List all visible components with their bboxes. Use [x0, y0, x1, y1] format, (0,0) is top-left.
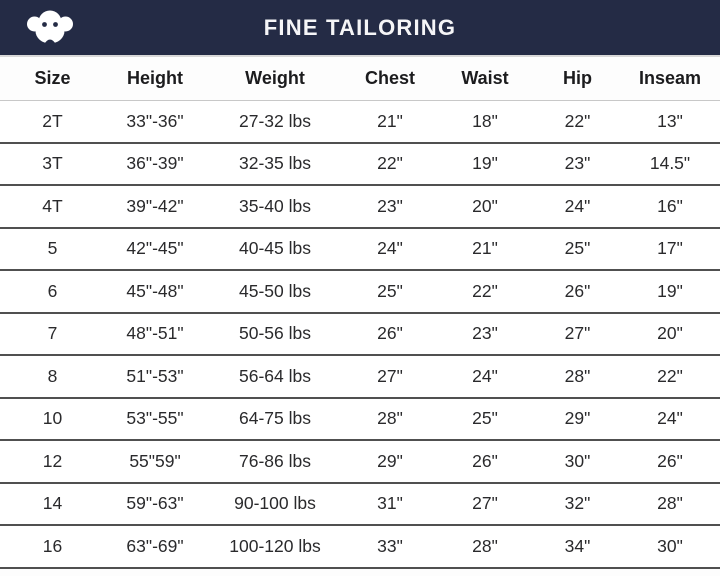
cell-inseam: 16" — [620, 185, 720, 228]
column-header: Hip — [535, 57, 620, 101]
size-chart-table — [0, 57, 720, 569]
cell-inseam: 22" — [620, 355, 720, 398]
table-row — [0, 355, 720, 398]
table-row — [0, 525, 720, 568]
cell-chest: 27" — [345, 355, 435, 398]
cell-height: 36"-39" — [105, 143, 205, 186]
cell-waist: 19" — [435, 143, 535, 186]
cell-height: 51"-53" — [105, 355, 205, 398]
cell-inseam: 19" — [620, 270, 720, 313]
cell-size: 4T — [0, 185, 105, 228]
cell-weight: 90-100 lbs — [205, 483, 345, 526]
cell-weight: 40-45 lbs — [205, 228, 345, 271]
cell-waist: 18" — [435, 101, 535, 143]
table-row — [0, 483, 720, 526]
header-banner — [0, 0, 720, 57]
cell-inseam: 30" — [620, 525, 720, 568]
cell-weight: 32-35 lbs — [205, 143, 345, 186]
cell-size: 8 — [0, 355, 105, 398]
table-row — [0, 143, 720, 186]
cell-waist: 26" — [435, 440, 535, 483]
cell-waist: 20" — [435, 185, 535, 228]
cell-inseam: 26" — [620, 440, 720, 483]
cell-hip: 24" — [535, 185, 620, 228]
cell-waist: 28" — [435, 525, 535, 568]
table-row — [0, 228, 720, 271]
cell-inseam: 28" — [620, 483, 720, 526]
cell-size: 6 — [0, 270, 105, 313]
column-header: Chest — [345, 57, 435, 101]
cell-height: 33"-36" — [105, 101, 205, 143]
cell-weight: 35-40 lbs — [205, 185, 345, 228]
cell-inseam: 17" — [620, 228, 720, 271]
cell-weight: 27-32 lbs — [205, 101, 345, 143]
cell-chest: 31" — [345, 483, 435, 526]
cell-height: 45"-48" — [105, 270, 205, 313]
cell-chest: 25" — [345, 270, 435, 313]
cell-hip: 26" — [535, 270, 620, 313]
table-header-row — [0, 57, 720, 101]
cell-chest: 26" — [345, 313, 435, 356]
cell-height: 59"-63" — [105, 483, 205, 526]
table-row — [0, 270, 720, 313]
table-row — [0, 101, 720, 143]
table-body — [0, 101, 720, 568]
cell-weight: 76-86 lbs — [205, 440, 345, 483]
cell-hip: 27" — [535, 313, 620, 356]
cell-inseam: 24" — [620, 398, 720, 441]
cell-waist: 25" — [435, 398, 535, 441]
cell-chest: 22" — [345, 143, 435, 186]
cell-waist: 23" — [435, 313, 535, 356]
column-header: Inseam — [620, 57, 720, 101]
cell-height: 48"-51" — [105, 313, 205, 356]
cell-waist: 27" — [435, 483, 535, 526]
cell-waist: 24" — [435, 355, 535, 398]
column-header: Weight — [205, 57, 345, 101]
cell-hip: 30" — [535, 440, 620, 483]
table-row — [0, 313, 720, 356]
cell-chest: 29" — [345, 440, 435, 483]
cell-weight: 56-64 lbs — [205, 355, 345, 398]
cell-height: 63"-69" — [105, 525, 205, 568]
column-header: Waist — [435, 57, 535, 101]
cell-chest: 21" — [345, 101, 435, 143]
cell-size: 5 — [0, 228, 105, 271]
cell-chest: 28" — [345, 398, 435, 441]
cell-height: 55"59" — [105, 440, 205, 483]
cell-size: 10 — [0, 398, 105, 441]
cell-hip: 22" — [535, 101, 620, 143]
table-row — [0, 440, 720, 483]
cell-height: 42"-45" — [105, 228, 205, 271]
cell-height: 39"-42" — [105, 185, 205, 228]
cell-hip: 23" — [535, 143, 620, 186]
cell-hip: 28" — [535, 355, 620, 398]
cell-waist: 21" — [435, 228, 535, 271]
cell-hip: 32" — [535, 483, 620, 526]
cell-weight: 50-56 lbs — [205, 313, 345, 356]
cell-weight: 45-50 lbs — [205, 270, 345, 313]
cell-waist: 22" — [435, 270, 535, 313]
table-row — [0, 185, 720, 228]
cell-size: 3T — [0, 143, 105, 186]
cell-weight: 64-75 lbs — [205, 398, 345, 441]
cell-chest: 33" — [345, 525, 435, 568]
table-row — [0, 398, 720, 441]
cell-inseam: 14.5" — [620, 143, 720, 186]
cell-weight: 100-120 lbs — [205, 525, 345, 568]
column-header: Size — [0, 57, 105, 101]
cell-size: 12 — [0, 440, 105, 483]
column-header: Height — [105, 57, 205, 101]
cell-size: 16 — [0, 525, 105, 568]
cell-chest: 24" — [345, 228, 435, 271]
cell-chest: 23" — [345, 185, 435, 228]
cell-inseam: 13" — [620, 101, 720, 143]
cell-size: 2T — [0, 101, 105, 143]
cell-size: 7 — [0, 313, 105, 356]
cell-hip: 25" — [535, 228, 620, 271]
page-title: FINE TAILORING — [263, 14, 457, 40]
cell-hip: 34" — [535, 525, 620, 568]
cell-inseam: 20" — [620, 313, 720, 356]
cell-size: 14 — [0, 483, 105, 526]
cell-height: 53"-55" — [105, 398, 205, 441]
monkey-logo-icon — [27, 9, 73, 46]
cell-hip: 29" — [535, 398, 620, 441]
